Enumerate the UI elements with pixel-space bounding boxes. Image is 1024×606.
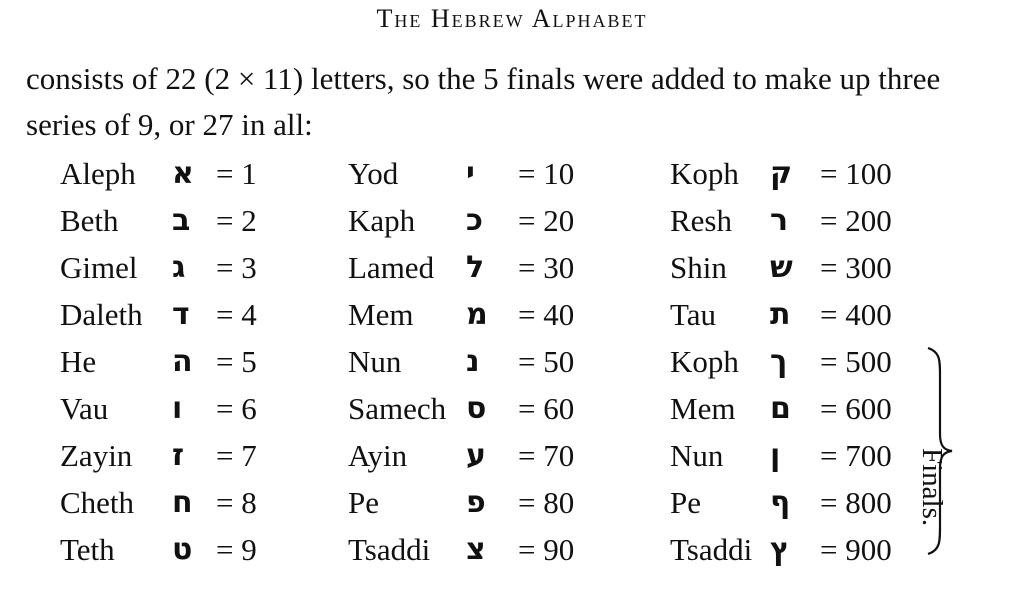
letter-name: Mem: [348, 297, 414, 332]
hebrew-letter: ן: [770, 438, 781, 473]
hebrew-letter: א: [172, 156, 194, 191]
letter-name: Kaph: [348, 203, 416, 238]
hebrew-letter: כ: [466, 203, 483, 238]
letter-name: Daleth: [60, 297, 143, 332]
hebrew-letter: ד: [172, 297, 190, 332]
letter-value: = 60: [518, 391, 575, 426]
hebrew-letter: ס: [466, 391, 487, 426]
letter-value: = 8: [216, 485, 257, 520]
letter-value: = 40: [518, 297, 575, 332]
hebrew-letter: מ: [466, 297, 488, 332]
letter-value: = 800: [820, 485, 892, 520]
letter-name: Resh: [670, 203, 732, 238]
letter-name: Pe: [670, 485, 701, 520]
hebrew-letter: ב: [172, 203, 191, 238]
letter-name: Tsaddi: [348, 532, 431, 567]
letter-name: Gimel: [60, 250, 138, 285]
page-heading: The Hebrew Alphabet: [376, 4, 648, 33]
letter-name: Nun: [670, 438, 724, 473]
letter-name: Aleph: [60, 156, 136, 191]
letter-value: = 2: [216, 203, 257, 238]
letter-name: Vau: [60, 391, 109, 426]
letter-value: = 5: [216, 344, 257, 379]
letter-name: Beth: [60, 203, 119, 238]
hebrew-letter: נ: [466, 344, 480, 379]
hebrew-letter: ך: [770, 344, 788, 379]
letter-name: Koph: [670, 156, 739, 191]
letter-value: = 200: [820, 203, 892, 238]
letter-name: Zayin: [60, 438, 133, 473]
hebrew-letter: ת: [770, 297, 791, 332]
hebrew-letter: ש: [770, 250, 793, 285]
letter-value: = 7: [216, 438, 257, 473]
letter-value: = 50: [518, 344, 575, 379]
letter-value: = 900: [820, 532, 892, 567]
letter-name: Pe: [348, 485, 379, 520]
hebrew-letter: ק: [770, 156, 793, 191]
letter-name: Shin: [670, 250, 727, 285]
hebrew-letter: ו: [172, 391, 183, 426]
letter-name: Lamed: [348, 250, 435, 285]
letter-name: Nun: [348, 344, 402, 379]
letter-name: Mem: [670, 391, 736, 426]
hebrew-letter: ם: [770, 391, 791, 426]
hebrew-letter: ע: [466, 438, 486, 473]
letter-value: = 70: [518, 438, 575, 473]
letter-value: = 100: [820, 156, 892, 191]
hebrew-letter: ר: [770, 203, 789, 238]
hebrew-letter: צ: [466, 532, 486, 567]
letter-name: Koph: [670, 344, 739, 379]
letter-value: = 3: [216, 250, 257, 285]
hebrew-letter: ץ: [770, 532, 790, 567]
letter-value: = 400: [820, 297, 892, 332]
letter-value: = 1: [216, 156, 257, 191]
letter-value: = 90: [518, 532, 575, 567]
letter-name: Samech: [348, 391, 447, 426]
letter-name: He: [60, 344, 97, 379]
hebrew-letter: פ: [466, 485, 486, 520]
letter-value: = 20: [518, 203, 575, 238]
letter-value: = 300: [820, 250, 892, 285]
letter-name: Cheth: [60, 485, 135, 520]
hebrew-letter: ז: [172, 438, 185, 473]
letter-value: = 80: [518, 485, 575, 520]
letter-name: Tsaddi: [670, 532, 753, 567]
letter-value: = 9: [216, 532, 257, 567]
letter-value: = 700: [820, 438, 892, 473]
letter-value: = 10: [518, 156, 575, 191]
hebrew-letter: ג: [172, 250, 186, 285]
intro-paragraph: consists of 22 (2 × 11) letters, so the 5 finals were added to make up three series of 9, or 27 in all:: [26, 61, 941, 142]
letter-name: Ayin: [348, 438, 408, 473]
letter-value: = 6: [216, 391, 257, 426]
letter-value: = 500: [820, 344, 892, 379]
letter-name: Tau: [670, 297, 717, 332]
letter-name: Yod: [348, 156, 399, 191]
letter-value: = 600: [820, 391, 892, 426]
hebrew-letter: ח: [172, 485, 193, 520]
finals-label: Finals.: [916, 448, 948, 527]
letter-name: Teth: [60, 532, 115, 567]
hebrew-letter: ה: [172, 344, 193, 379]
hebrew-letter: ט: [172, 532, 193, 567]
hebrew-letter: ל: [466, 250, 485, 285]
letter-value: = 4: [216, 297, 257, 332]
letter-value: = 30: [518, 250, 575, 285]
hebrew-letter: ף: [770, 485, 791, 520]
hebrew-letter: י: [466, 156, 475, 191]
